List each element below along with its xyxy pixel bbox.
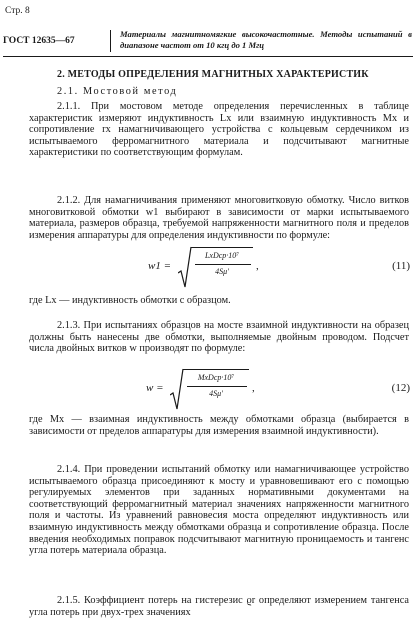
formula-12-numerator: MxDcp·10⁷ [197, 373, 235, 382]
page-number: Стр. 8 [5, 6, 30, 16]
formula-11-number: (11) [392, 260, 410, 272]
formula-12: w = MxDcp·10⁷ 4Sμ′ , (12) [146, 367, 410, 413]
radical-overbar [183, 369, 249, 370]
header-divider [110, 30, 111, 52]
fraction-bar [195, 264, 251, 265]
subsection-title: 2.1. Мостовой метод [57, 86, 178, 97]
paragraph-2-1-2: 2.1.2. Для намагничивания применяют многовитковую обмотку. Число витков многовитковой обмотки w1 выбирают в зависимости от марки испытываемого материала, размеров образца, требуемой напряженности магнитного поля и пределов измерения аппаратуры для определения индуктивности по формуле: [29, 195, 409, 241]
formula-12-number: (12) [391, 382, 410, 394]
formula-11-lhs: w1 = [148, 260, 172, 272]
paragraph-2-1-3: 2.1.3. При испытаниях образцов на мосте взаимной индуктивности на образец должны быть нанесены две обмотки, выполняемые двойным проводом. Подсчет числа двойных витков w производят по формуле: [29, 320, 409, 355]
radical-overbar [191, 247, 253, 248]
header-rule [3, 56, 413, 57]
formula-12-lhs: w = [146, 382, 164, 394]
formula-11-denominator: 4Sμ′ [215, 267, 229, 276]
radical-sign [178, 245, 192, 291]
definition-mx: где Mx — взаимная индуктивность между обмотками образца (выбирается в зависимости от пределов аппаратуры для измерения взаимной индуктивности). [29, 414, 409, 437]
formula-11: w1 = LxDcp·10⁷ 4Sμ′ , (11) [148, 245, 410, 291]
paragraph-2-1-4: 2.1.4. При проведении испытаний обмотку или намагничивающее устройство испытываемого образца присоединяют к мосту и уравновешивают его с помощью регулируемых элементов при заданных нормативными документами на соответствующий ферромагнитный материал значениях напряженности магнитного поля и частоты. Из уравнений равновесия моста определяют индуктивность или взаимную индуктивность между обмотками образца и сопротивление образца. После введения необходимых поправок подсчитывают магнитную проницаемость и тангенс угла потерь материала образца. [29, 464, 409, 557]
formula-12-denominator: 4Sμ′ [209, 389, 223, 398]
paragraph-2-1-5: 2.1.5. Коэффициент потерь на гистерезис ϱr определяют измерением тангенса угла потерь при двух-трех значениях [29, 595, 409, 618]
definition-lx: где Lx — индуктивность обмотки с образцом. [29, 295, 231, 306]
standard-title: Материалы магнитномягкие высокочастотные. Методы испытаний в диапазоне частот от 10 кгц до 1 Мгц [120, 29, 412, 50]
fraction-bar [187, 386, 247, 387]
section-title: 2. МЕТОДЫ ОПРЕДЕЛЕНИЯ МАГНИТНЫХ ХАРАКТЕРИСТИК [57, 69, 369, 80]
radical-sign [170, 367, 184, 413]
formula-11-numerator: LxDcp·10⁷ [204, 251, 240, 260]
paragraph-2-1-1: 2.1.1. При мостовом методе определения перечисленных в таблице характеристик измеряют индуктивность Lx или взаимную индуктивность Mx и сопротивление rx намагничивающего устройства с кольцевым сердечником из испытываемого ферромагнитного материала и подсчитывают магнитные характеристики по соответствующим формулам. [29, 101, 409, 159]
standard-number: ГОСТ 12635—67 [3, 36, 75, 46]
